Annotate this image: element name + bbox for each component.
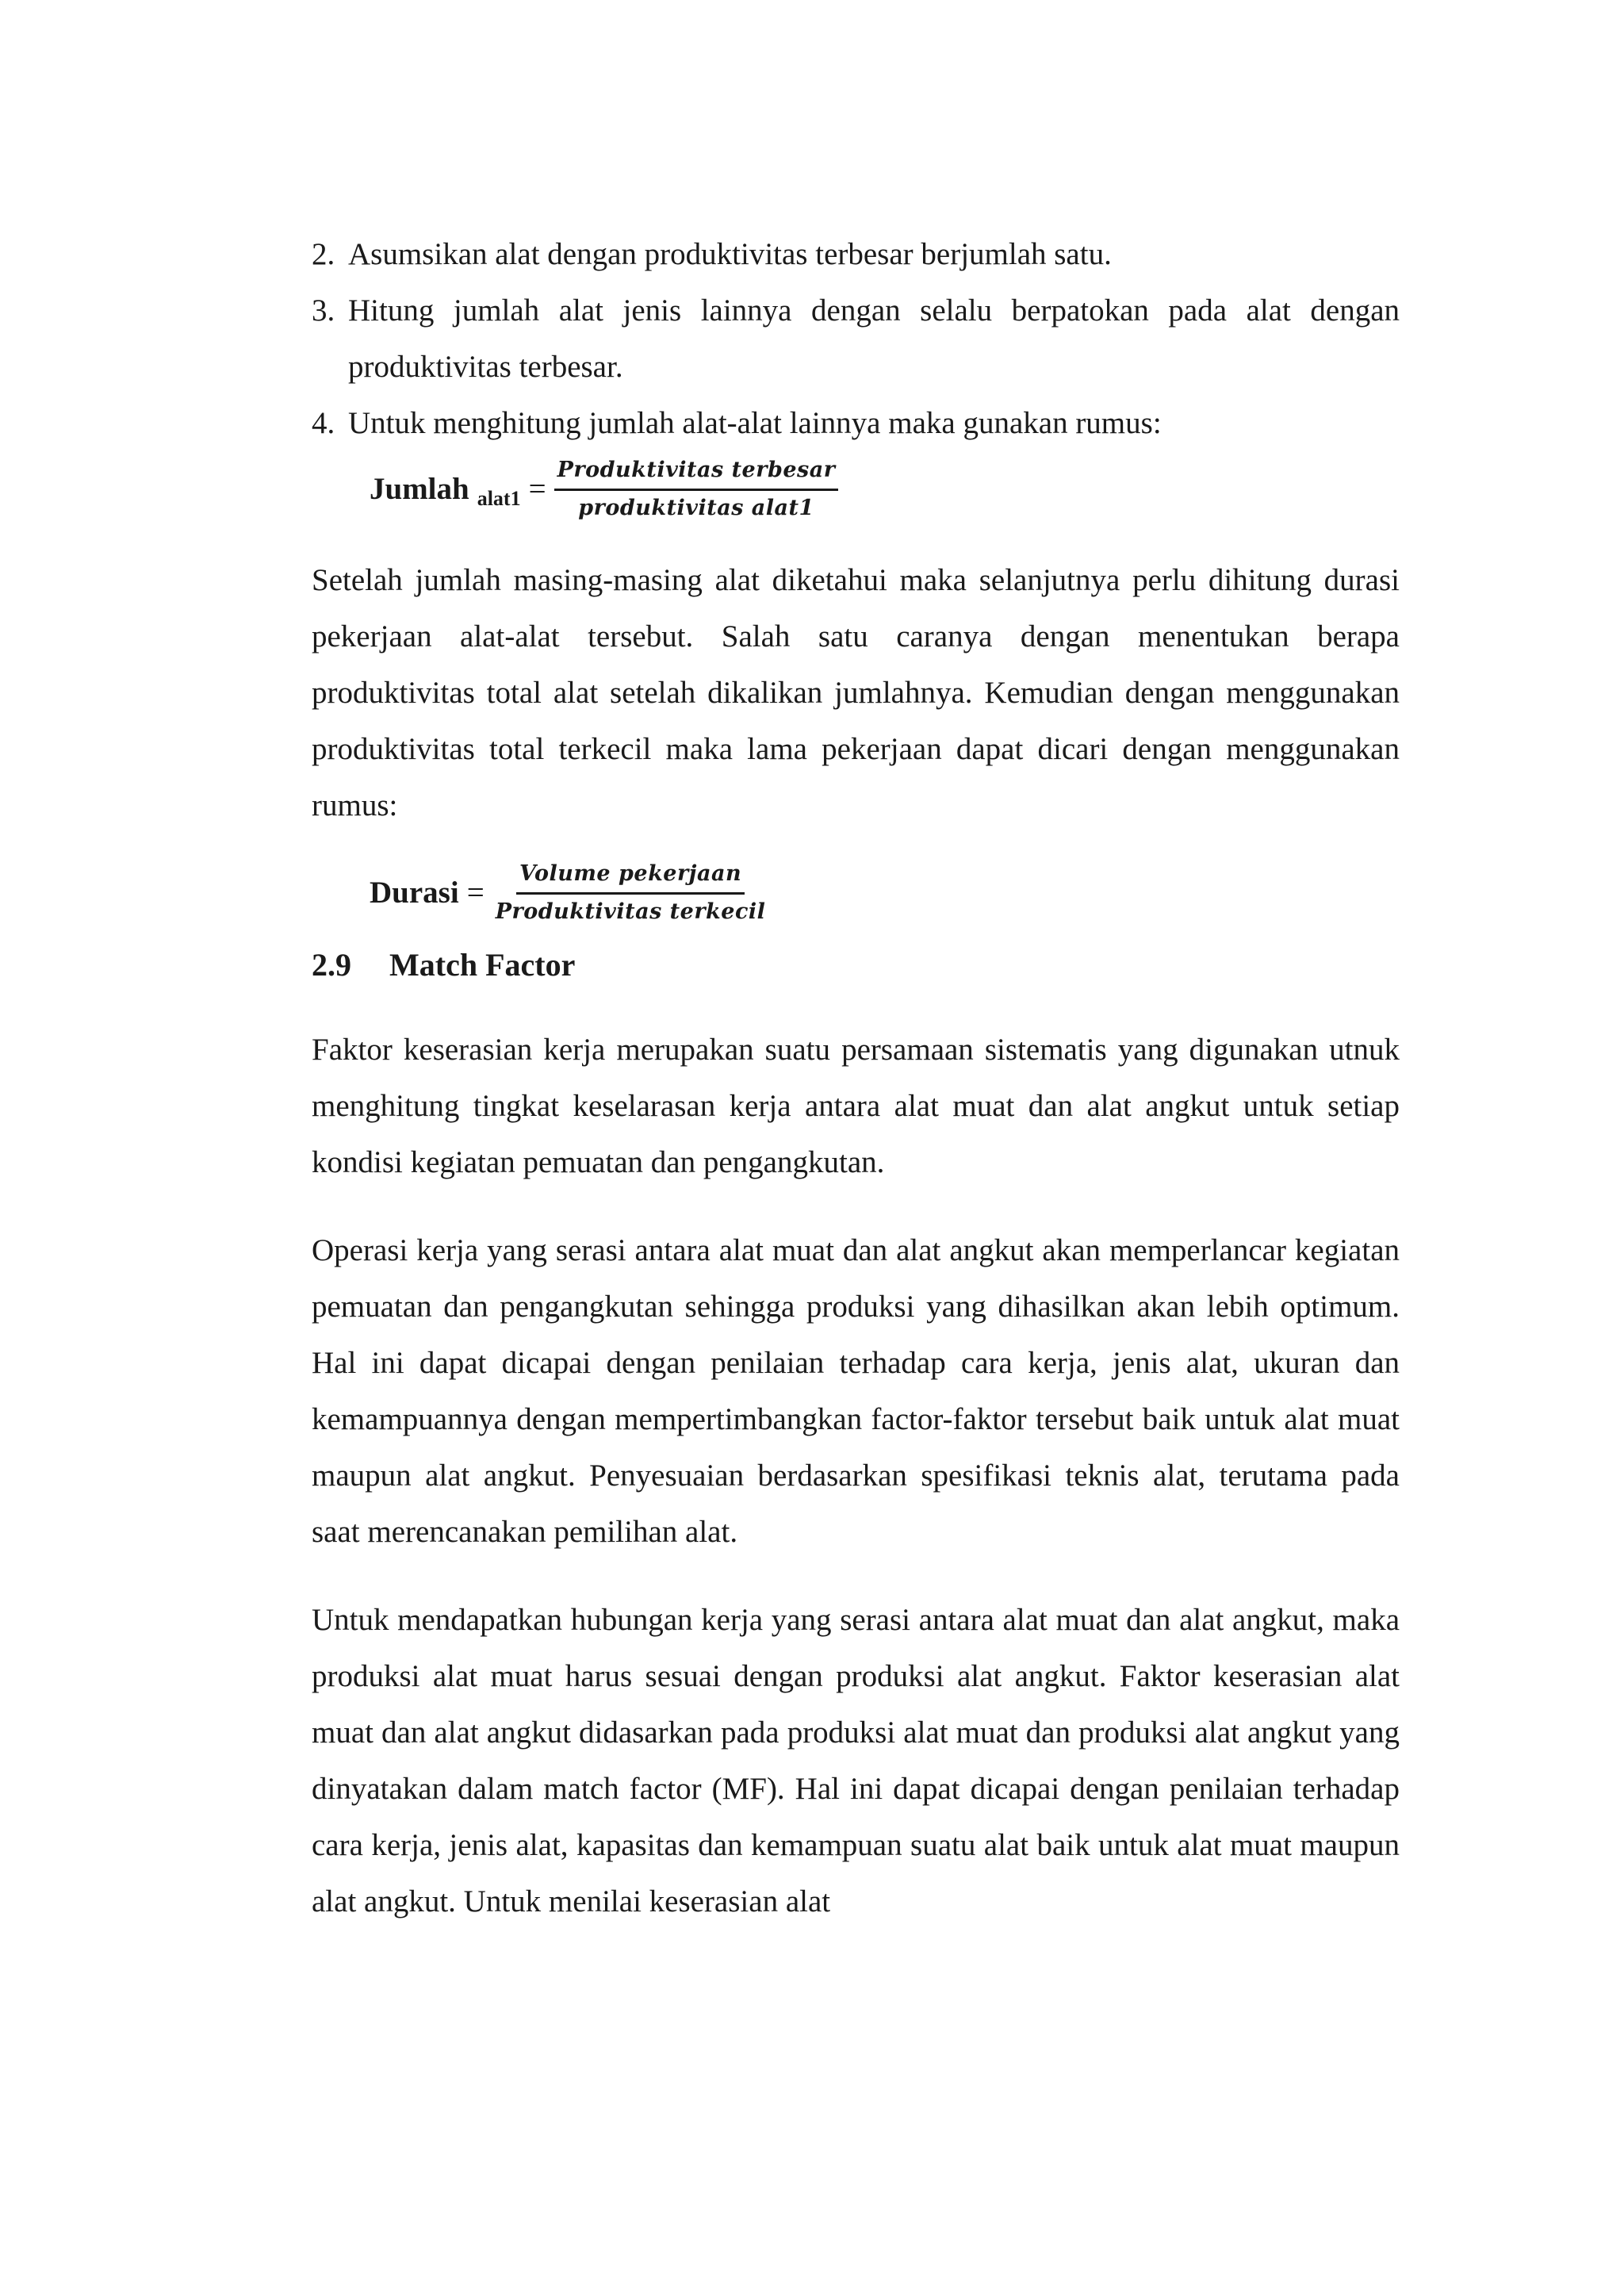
paragraph: Untuk mendapatkan hubungan kerja yang serasi antara alat muat dan alat angkut, maka produksi alat muat harus sesuai dengan produksi alat angkut. Faktor keserasian alat muat dan alat angkut didasarkan pada produksi alat muat dan produksi alat angkut yang dinyatakan dalam match factor (MF). Hal ini dapat dicapai dengan penilaian terhadap cara kerja, jenis alat, kapasitas dan kemampuan suatu alat baik untuk alat muat maupun alat angkut. Untuk menilai keserasian alat [312, 1603, 1400, 1918]
fraction-denominator: produktivitas alat1 [578, 496, 814, 520]
paragraph: Faktor keserasian kerja merupakan suatu persamaan sistematis yang digunakan utnuk menghitung tingkat keselarasan kerja antara alat muat dan alat angkut untuk setiap kondisi kegiatan pemuatan dan pengangkutan. [312, 1033, 1400, 1179]
list-text: Hitung jumlah alat jenis lainnya dengan selalu berpatokan pada alat dengan produktivitas terbesar. [348, 293, 1400, 384]
equals-sign: = [528, 472, 546, 506]
list-item [312, 226, 1400, 282]
list-item [312, 395, 1400, 451]
formula-durasi [370, 861, 1400, 924]
formula-jumlah [370, 458, 1400, 520]
fraction-numerator: Produktivitas terbesar [554, 458, 839, 491]
formula-label: Durasi [370, 876, 459, 910]
list-text: Untuk menghitung jumlah alat-alat lainnya maka gunakan rumus: [348, 406, 1162, 440]
fraction [492, 861, 769, 924]
section-title: Match Factor [389, 947, 576, 983]
section-heading [312, 946, 1400, 983]
formula-label: Jumlah [370, 472, 469, 506]
list-item [312, 282, 1400, 395]
list-number: 3. [312, 293, 335, 328]
fraction [554, 458, 839, 520]
list-number: 4. [312, 406, 335, 440]
list-number: 2. [312, 237, 335, 271]
fraction-denominator: Produktivitas terkecil [495, 899, 766, 924]
equals-sign: = [466, 876, 485, 910]
list-text: Asumsikan alat dengan produktivitas terbesar berjumlah satu. [348, 237, 1112, 271]
paragraph: Setelah jumlah masing-masing alat diketahui maka selanjutnya perlu dihitung durasi pekerjaan alat-alat tersebut. Salah satu caranya dengan menentukan berapa produktivitas total alat setelah dikalikan jumlahnya. Kemudian dengan menggunakan produktivitas total terkecil maka lama pekerjaan dapat dicari dengan menggunakan rumus: [312, 563, 1400, 822]
formula-subscript: alat1 [477, 486, 521, 510]
paragraph: Operasi kerja yang serasi antara alat muat dan alat angkut akan memperlancar kegiatan pemuatan dan pengangkutan sehingga produksi yang dihasilkan akan lebih optimum. Hal ini dapat dicapai dengan penilaian terhadap cara kerja, jenis alat, ukuran dan kemampuannya dengan mempertimbangkan factor-faktor tersebut baik untuk alat muat maupun alat angkut. Penyesuaian berdasarkan spesifikasi teknis alat, terutama pada saat merencanakan pemilihan alat. [312, 1233, 1400, 1549]
document-page [312, 226, 1400, 1930]
section-number: 2.9 [312, 947, 351, 983]
fraction-numerator: Volume pekerjaan [516, 861, 745, 895]
